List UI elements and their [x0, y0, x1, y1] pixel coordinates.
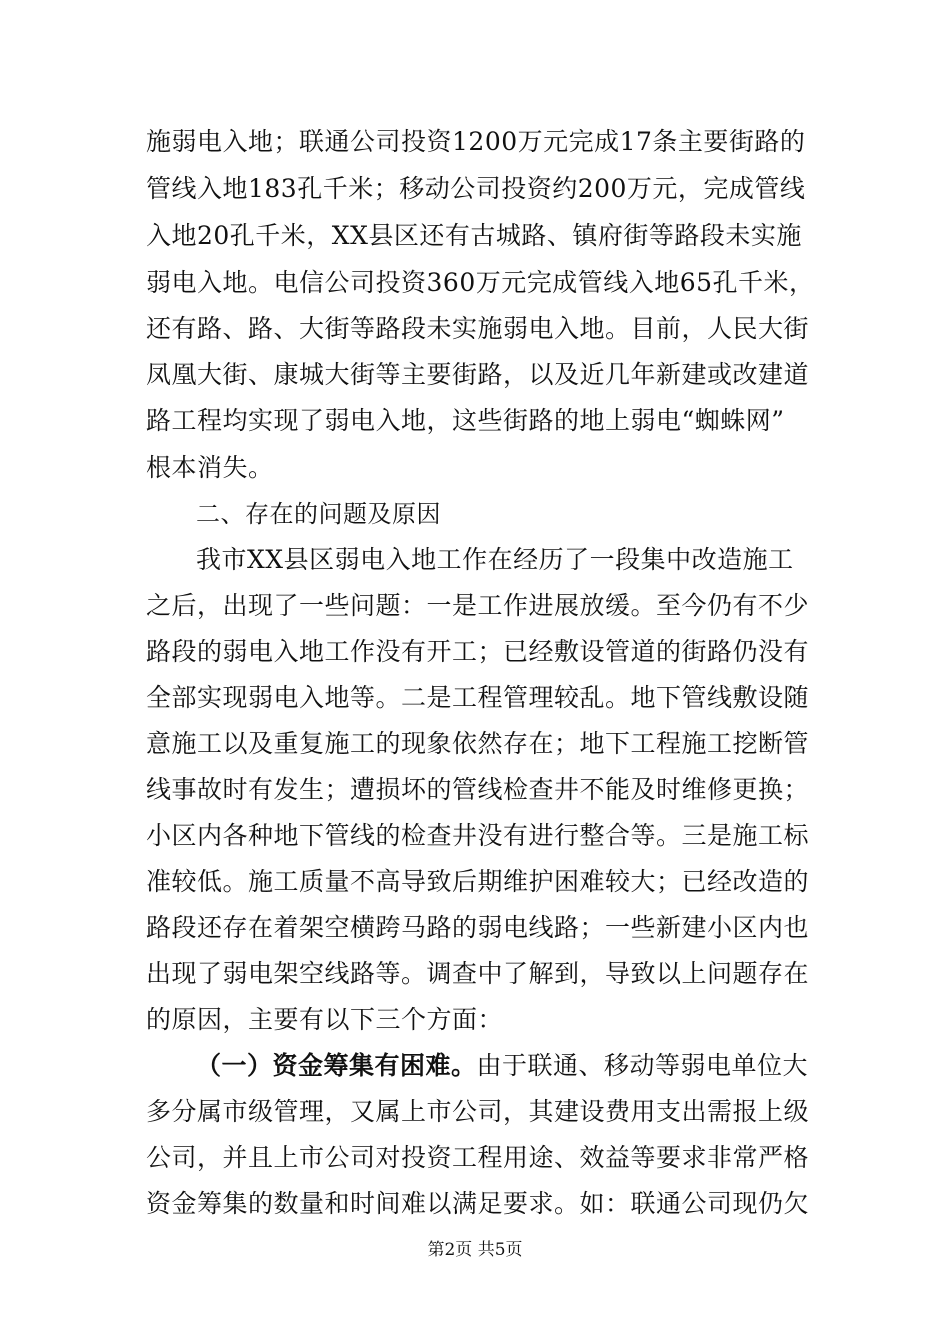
- section-heading: 二、存在的问题及原因: [196, 500, 441, 528]
- paragraph1-line-8: 根本消失。: [146, 453, 274, 482]
- paragraph2-line-5: 意施工以及重复施工的现象依然存在；地下工程施工挖断管: [146, 729, 810, 758]
- paragraph1-line-4: 弱电入地。电信公司投资360万元完成管线入地65孔千米，: [146, 268, 815, 297]
- paragraph2-line-11: 的原因，主要有以下三个方面：: [146, 1005, 504, 1034]
- paragraph1-line-7: 路工程均实现了弱电入地，这些街路的地上弱电“蜘蛛网”: [146, 406, 785, 435]
- paragraph2-line-1: 我市XX县区弱电入地工作在经历了一段集中改造施工: [196, 545, 794, 574]
- paragraph1-line-1: 施弱电入地；联通公司投资1200万元完成17条主要街路的: [146, 127, 806, 156]
- paragraph2-line-6: 线事故时有发生；遭损坏的管线检查井不能及时维修更换；: [146, 775, 810, 804]
- paragraph3-line-2: 多分属市级管理，又属上市公司，其建设费用支出需报上级: [146, 1097, 810, 1126]
- page-number-footer: 第2页 共5页: [427, 1240, 523, 1260]
- paragraph3-line-4: 资金筹集的数量和时间难以满足要求。如：联通公司现仍欠: [146, 1189, 810, 1218]
- paragraph1-line-3: 入地20孔千米，XX县区还有古城路、镇府街等路段未实施: [146, 221, 802, 250]
- subsection-first-line-text: 由于联通、移动等弱电单位大: [476, 1051, 809, 1080]
- paragraph1-line-6: 凤凰大街、康城大街等主要街路，以及近几年新建或改建道: [146, 360, 810, 389]
- paragraph2-line-10: 出现了弱电架空线路等。调查中了解到，导致以上问题存在: [146, 959, 810, 988]
- paragraph2-line-7: 小区内各种地下管线的检查井没有进行整合等。三是施工标: [146, 821, 810, 850]
- paragraph1-line-5: 还有路、路、大街等路段未实施弱电入地。目前，人民大街: [146, 314, 810, 343]
- subsection-first-line: [196, 1048, 876, 1084]
- paragraph2-line-3: 路段的弱电入地工作没有开工；已经敷设管道的街路仍没有: [146, 637, 810, 666]
- paragraph2-line-4: 全部实现弱电入地等。二是工程管理较乱。地下管线敷设随: [146, 683, 810, 712]
- subsection-heading: （一）资金筹集有困难。: [196, 1051, 477, 1080]
- paragraph3-line-3: 公司，并且上市公司对投资工程用途、效益等要求非常严格: [146, 1143, 810, 1172]
- paragraph2-line-9: 路段还存在着架空横跨马路的弱电线路；一些新建小区内也: [146, 913, 810, 942]
- paragraph1-line-2: 管线入地183孔千米；移动公司投资约200万元，完成管线: [146, 174, 806, 203]
- paragraph2-line-8: 准较低。施工质量不高导致后期维护困难较大；已经改造的: [146, 867, 810, 896]
- paragraph2-line-2: 之后，出现了一些问题：一是工作进展放缓。至今仍有不少: [146, 591, 810, 620]
